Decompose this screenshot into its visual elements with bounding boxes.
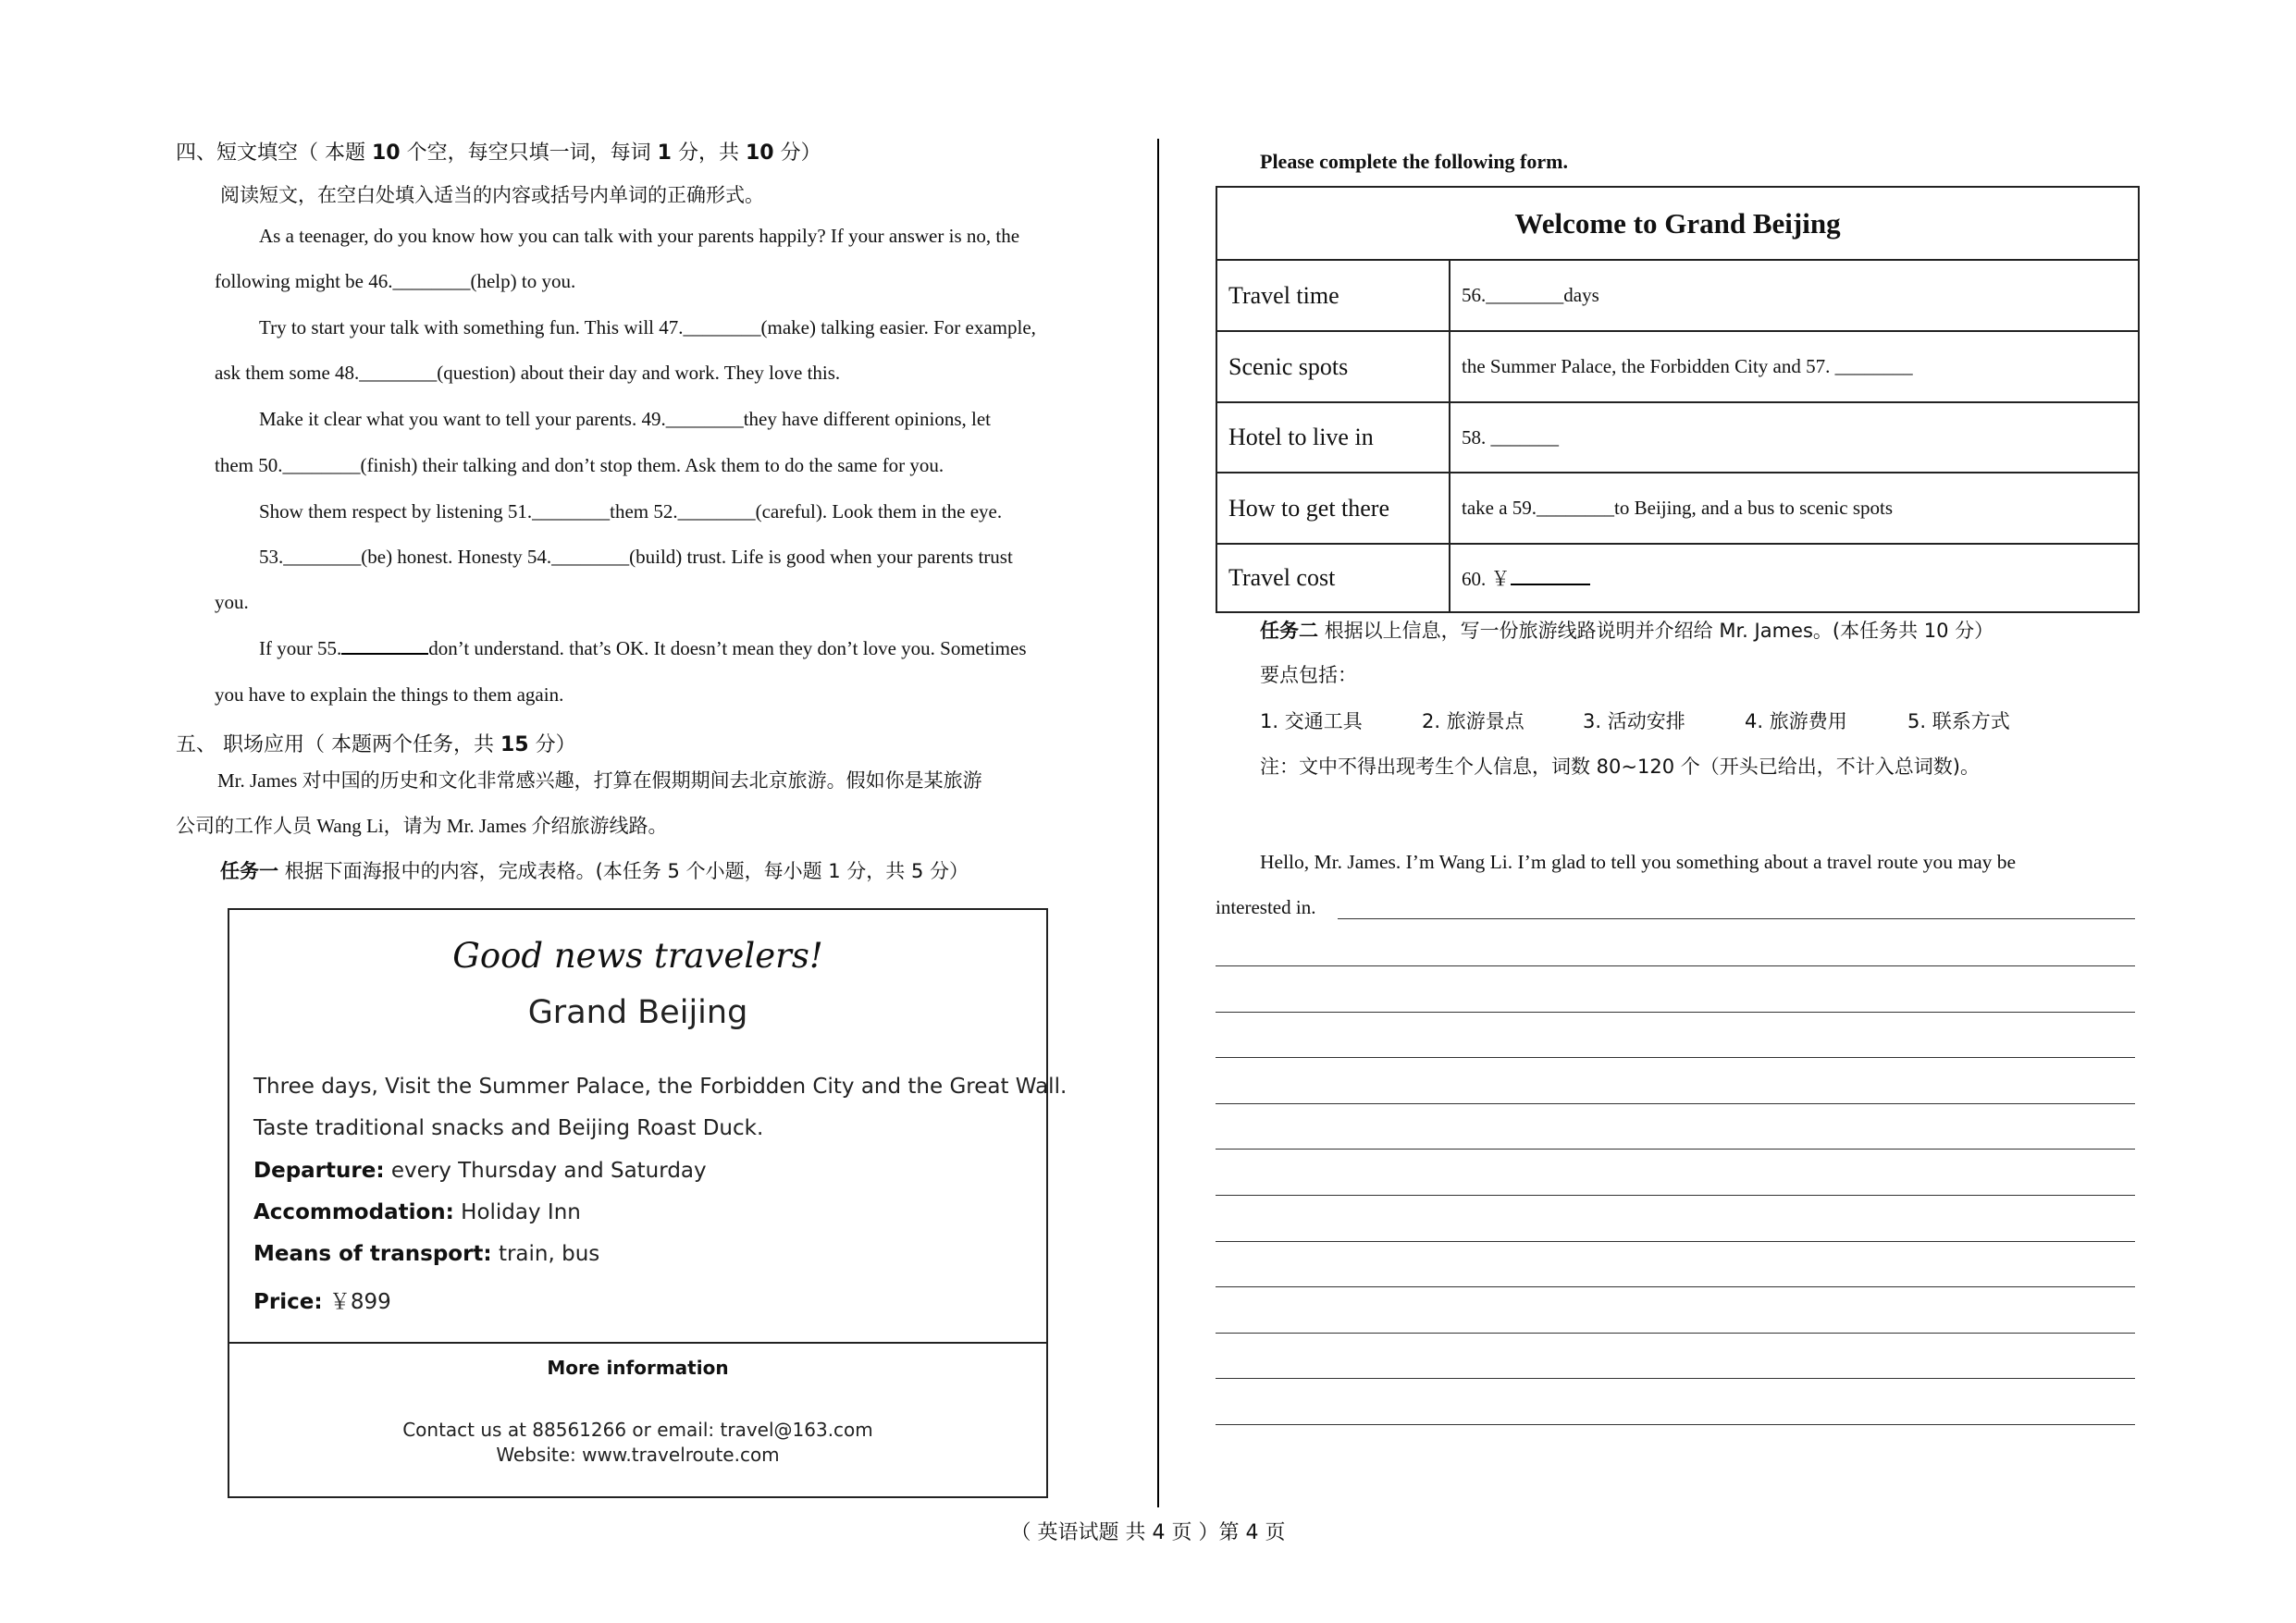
page-footer: （ 英语试题 共 4 页 ）第 4 页 (1010, 1521, 1286, 1544)
task-2-point-5: 5. 联系方式 (1907, 710, 2010, 732)
passage-line-5: Make it clear what you want to tell your parents. 49.________they have different opinions, let (259, 408, 991, 430)
poster-description-2: Taste traditional snacks and Beijing Roast Duck. (253, 1116, 764, 1140)
writing-line[interactable] (1216, 1333, 2135, 1334)
essay-opening-line-1: Hello, Mr. James. I’m Wang Li. I’m glad to tell you something about a travel route you may be (1260, 851, 2017, 873)
section-5-intro-line-1: Mr. James 对中国的历史和文化非常感兴趣，打算在假期期间去北京旅游。假如你是某旅游 (217, 769, 982, 792)
form-title: Welcome to Grand Beijing (1216, 187, 2139, 260)
form-row-travel-cost (1216, 544, 2139, 612)
writing-line[interactable] (1216, 1195, 2135, 1196)
form-label-scenic-spots: Scenic spots (1216, 331, 1450, 402)
task-1-instruction: 任务一 根据下面海报中的内容，完成表格。(本任务 5 个小题，每小题 1 分，共 5 分） (220, 860, 969, 882)
writing-line[interactable] (1216, 1424, 2135, 1425)
writing-line[interactable] (1216, 965, 2135, 966)
task-2-point-1: 1. 交通工具 (1260, 710, 1363, 732)
passage-line-6: them 50.________(finish) their talking and don’t stop them. Ask them to do the same for you. (215, 454, 944, 476)
poster-contact: Contact us at 88561266 or email: travel@163.com (402, 1419, 873, 1441)
task-2-points-label: 要点包括： (1260, 664, 1357, 686)
task-2-point-4: 4. 旅游费用 (1745, 710, 1847, 732)
section-4-instruction: 阅读短文，在空白处填入适当的内容或括号内单词的正确形式。 (220, 184, 764, 206)
writing-line[interactable] (1338, 918, 2135, 919)
form-label-transport: How to get there (1216, 473, 1450, 544)
section-4-heading: 四、短文填空（ 本题 10 个空，每空只填一词，每词 1 分，共 10 分） (176, 141, 821, 165)
form-value-hotel[interactable]: 58. _______ (1450, 402, 2139, 473)
writing-line[interactable] (1216, 1241, 2135, 1242)
form-label-hotel: Hotel to live in (1216, 402, 1450, 473)
blank-60[interactable] (1511, 567, 1590, 585)
passage-line-4: ask them some 48.________(question) about their day and work. They love this. (215, 362, 841, 384)
form-instruction: Please complete the following form. (1260, 150, 1568, 173)
section-5-heading: 五、 职场应用（ 本题两个任务，共 15 分） (176, 733, 576, 756)
form-row-hotel (1216, 402, 2139, 473)
poster-accommodation: Accommodation: Holiday Inn (253, 1200, 581, 1224)
writing-line[interactable] (1216, 1012, 2135, 1013)
poster-departure: Departure: every Thursday and Saturday (253, 1159, 707, 1183)
form-row-transport (1216, 473, 2139, 544)
blank-55[interactable] (341, 636, 428, 655)
task-2-point-2: 2. 旅游景点 (1422, 710, 1524, 732)
writing-line[interactable] (1216, 1057, 2135, 1058)
form-value-travel-time[interactable]: 56.________days (1450, 260, 2139, 331)
passage-line-10: If your 55. don’t understand. that’s OK. It doesn’t mean they don’t love you. Sometimes (259, 637, 1027, 659)
passage-line-7: Show them respect by listening 51.________them 52.________(careful). Look them in the eye. (259, 500, 1003, 523)
grand-beijing-form (1216, 186, 2140, 613)
form-label-travel-cost: Travel cost (1216, 544, 1450, 612)
section-5-intro-line-2: 公司的工作人员 Wang Li，请为 Mr. James 介绍旅游线路。 (176, 815, 668, 837)
task-2-instruction: 任务二 根据以上信息，写一份旅游线路说明并介绍给 Mr. James。(本任务共 10 分） (1260, 620, 1994, 642)
writing-line[interactable] (1216, 1378, 2135, 1379)
form-row-travel-time (1216, 260, 2139, 331)
task-2-note: 注：文中不得出现考生个人信息，词数 80~120 个（开头已给出，不计入总词数)。 (1260, 756, 1980, 778)
poster-headline: Good news travelers! (452, 936, 823, 976)
passage-line-3: Try to start your talk with something fun. This will 47.________(make) talking easier. For example, (259, 316, 1036, 338)
passage-line-8: 53.________(be) honest. Honesty 54.________(build) trust. Life is good when your parents trust (259, 546, 1013, 568)
poster-subtitle: Grand Beijing (527, 994, 748, 1031)
form-row-scenic-spots (1216, 331, 2139, 402)
form-value-scenic-spots[interactable]: the Summer Palace, the Forbidden City and 57. ________ (1450, 331, 2139, 402)
travel-poster (228, 908, 1068, 1498)
passage-line-2: following might be 46.________(help) to you. (215, 270, 576, 292)
form-title-row (1216, 187, 2139, 260)
passage-line-1: As a teenager, do you know how you can talk with your parents happily? If your answer is no, the (259, 225, 1020, 247)
writing-line[interactable] (1216, 1149, 2135, 1150)
column-divider (1157, 139, 1159, 1507)
form-value-travel-cost[interactable]: 60. ￥ (1450, 544, 2139, 612)
form-label-travel-time: Travel time (1216, 260, 1450, 331)
task-2-point-3: 3. 活动安排 (1583, 710, 1685, 732)
passage-line-9: you. (215, 591, 249, 613)
form-value-transport[interactable]: take a 59.________to Beijing, and a bus to scenic spots (1450, 473, 2139, 544)
passage-line-11: you have to explain the things to them again. (215, 683, 564, 706)
essay-opening-line-2: interested in. (1216, 896, 1316, 918)
writing-line[interactable] (1216, 1286, 2135, 1287)
poster-price: Price: ￥899 (253, 1290, 391, 1314)
poster-description-1: Three days, Visit the Summer Palace, the Forbidden City and the Great Wall. (253, 1075, 1068, 1099)
writing-line[interactable] (1216, 1103, 2135, 1104)
poster-website: Website: www.travelroute.com (496, 1444, 780, 1466)
poster-divider (229, 1342, 1046, 1344)
poster-more-information: More information (547, 1357, 729, 1379)
poster-transport: Means of transport: train, bus (253, 1242, 600, 1266)
